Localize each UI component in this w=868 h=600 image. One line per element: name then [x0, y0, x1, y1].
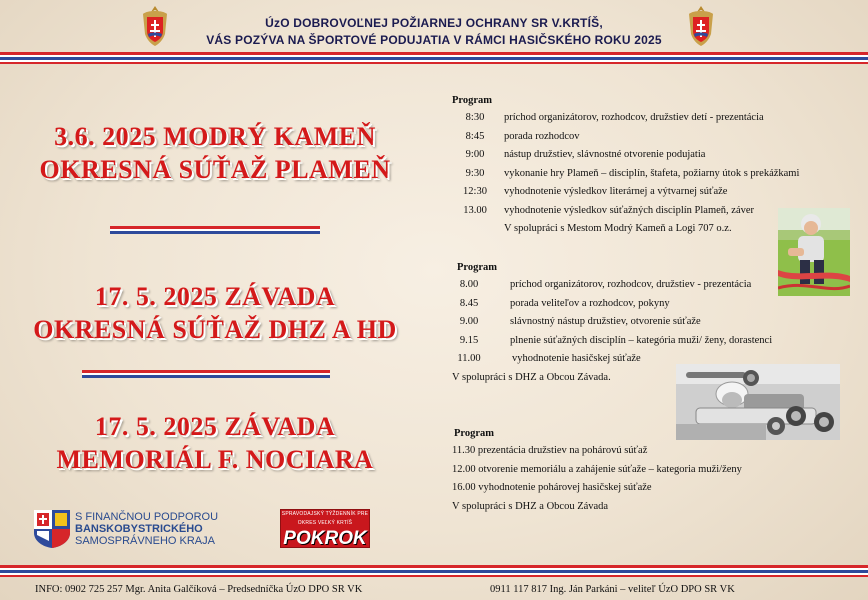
sponsor-line-1: S FINANČNOU PODPOROU	[75, 511, 219, 523]
program-1-row	[452, 146, 792, 165]
program-time: 9:00	[465, 149, 485, 160]
top-tricolor-stripe	[0, 52, 868, 64]
program-2-row	[452, 276, 792, 295]
footer-contact-left: INFO: 0902 725 257 Mgr. Anita Galčíková – Predsedníčka ÚzO DPO SR VK	[35, 584, 363, 595]
sponsor-line-2: BANSKOBYSTRICKÉHO	[75, 523, 203, 535]
program-time: 12:30	[463, 186, 487, 197]
program-1-note: V spolupráci s Mestom Modrý Kameň a Logi 707 o.z.	[504, 223, 732, 234]
program-desc: vyhodnotenie výsledkov literárnej a výtvarnej súťaže	[504, 186, 728, 197]
sponsor-text	[75, 511, 218, 547]
firefighter-crest-left	[137, 4, 173, 48]
pokrok-name: POKROK	[283, 528, 367, 549]
program-1-row	[452, 109, 792, 128]
header-title	[170, 15, 698, 49]
program-2-title: Program	[457, 262, 498, 273]
program-desc: slávnostný nástup družstiev, otvorenie súťaže	[510, 316, 701, 327]
program-desc: vykonanie hry Plameň – disciplín, štafeta, požiarny útok s prekážkami	[504, 167, 800, 179]
program-1-row	[452, 165, 800, 184]
program-2-row	[452, 332, 792, 351]
header-line-2: VÁS POZÝVA NA ŠPORTOVÉ PODUJATIA V RÁMCI HASIČSKÉHO ROKU 2025	[206, 33, 662, 47]
event-3-line-1: 17. 5. 2025 ZÁVADA	[94, 412, 336, 441]
event-1-divider	[110, 226, 320, 234]
event-1-title	[0, 120, 430, 186]
pokrok-logo	[280, 509, 370, 548]
program-desc: príchod organizátorov, rozhodcov, družstiev detí - prezentácia	[504, 112, 764, 123]
program-time: 9.00	[459, 316, 479, 327]
sponsor-bbsk-logo	[33, 509, 219, 554]
program-1-row	[452, 202, 792, 221]
program-entry: 12.00 otvorenie memoriálu a zahájenie súťaže – kategoria muži/ženy	[452, 463, 742, 475]
program-time: 8.45	[459, 297, 479, 309]
sponsor-line-3: SAMOSPRÁVNEHO KRAJA	[75, 535, 215, 547]
program-desc: plnenie súťažných disciplín – kategória muži/ ženy, dorastenci	[510, 334, 773, 346]
bbsk-coat-of-arms-icon	[33, 509, 71, 549]
program-3-title: Program	[454, 428, 495, 439]
program-desc: nástup družstiev, slávnostné otvorenie podujatia	[504, 149, 706, 160]
event-2-line-1: 17. 5. 2025 ZÁVADA	[94, 282, 336, 311]
program-desc: porada veliteľov a rozhodcov, pokyny	[510, 297, 670, 309]
program-desc: príchod organizátorov, rozhodcov, družstiev - prezentácia	[510, 279, 752, 290]
program-time: 13.00	[463, 204, 487, 216]
program-desc: porada rozhodcov	[504, 130, 580, 142]
event-2-title	[0, 280, 430, 346]
program-3-row	[452, 461, 812, 480]
pokrok-tagline: SPRAVODAJSKÝ TÝŽDENNÍK PRE OKRES VEĽKÝ KRTÍŠ	[281, 511, 369, 526]
event-3-line-2: MEMORIÁL F. NOCIARA	[56, 445, 374, 474]
program-entry: 16.00 vyhodnotenie pohárovej hasičskej súťaže	[452, 482, 652, 493]
program-2-row	[452, 313, 792, 332]
program-time: 8.00	[459, 279, 479, 290]
bottom-tricolor-stripe	[0, 565, 868, 577]
program-2-note: V spolupráci s DHZ a Obcou Závada.	[452, 371, 611, 383]
program-3-row	[452, 479, 812, 498]
event-2-divider	[82, 370, 330, 378]
event-3-title	[0, 410, 430, 476]
program-time: 8:30	[465, 112, 485, 123]
program-time: 11.00	[457, 353, 481, 364]
program-3-note: V spolupráci s DHZ a Obcou Závada	[452, 500, 609, 512]
program-time: 9.15	[459, 334, 479, 346]
header-line-1: ÚzO DOBROVOĽNEJ POŽIARNEJ OCHRANY SR V.KRTÍŠ,	[265, 16, 603, 30]
footer-contact-right: 0911 117 817 Ing. Ján Parkáni – veliteľ ÚzO DPO SR VK	[490, 584, 735, 595]
event-1-line-1: 3.6. 2025 MODRÝ KAMEŇ	[54, 122, 376, 151]
event-2-line-2: OKRESNÁ SÚŤAŽ DHZ A HD	[33, 315, 397, 344]
program-2-row	[452, 295, 792, 314]
program-1-row	[452, 183, 792, 202]
program-time: 8:45	[465, 130, 485, 142]
program-1-row	[452, 128, 792, 147]
program-1-title: Program	[452, 95, 493, 106]
program-entry: 11.30 prezentácia družstiev na pohárovú súťaž	[452, 445, 648, 456]
program-time: 9:30	[465, 167, 485, 179]
program-3-row	[452, 442, 812, 461]
program-1	[452, 93, 800, 239]
program-desc: vyhodnotenie výsledkov súťažných disciplín Plameň, záver	[504, 204, 755, 216]
event-1-line-2: OKRESNÁ SÚŤAŽ PLAMEŇ	[39, 155, 391, 184]
program-desc: vyhodnotenie hasičskej súťaže	[512, 353, 641, 364]
program-3	[452, 425, 812, 516]
